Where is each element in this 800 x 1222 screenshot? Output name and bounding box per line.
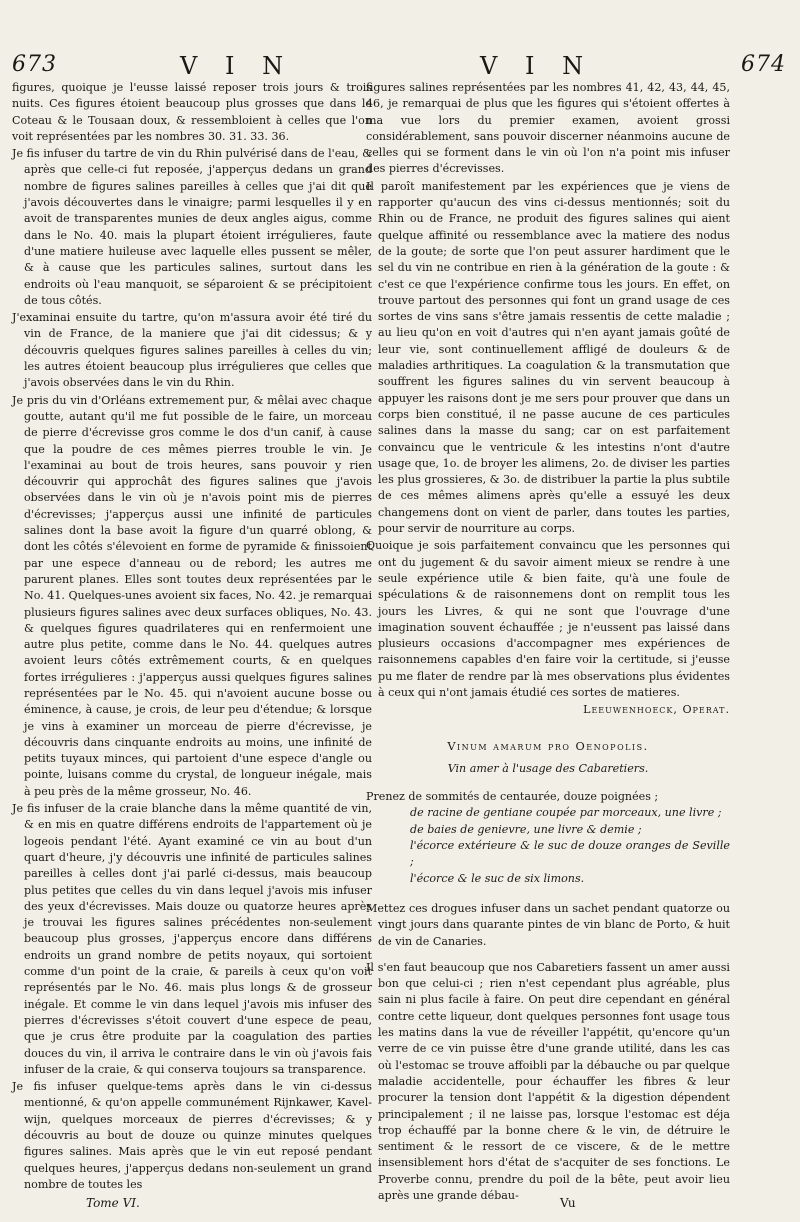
left-paragraph: Je fis infuser quelque-tems après dans le vin ci-dessus mentionné, & qu'on appelle communément Rijnkawer, Kavel-wijn, quelques morceaux de pierres d'écrevisses; & y découvris au bout de douze ou quinze minutes quelques figures salines. Mais après que le vin eut reposé pendant quelques heures, j'apperçus dedans non-seulement un grand nombre de toutes les — [12, 1080, 372, 1191]
section-subtitle: Vin amer à l'usage des Cabaretiers. — [447, 761, 649, 775]
right-page-number: 674 — [741, 52, 786, 77]
right-running-title: V I N — [480, 52, 594, 80]
recipe-line: de racine de gentiane coupée par morceaux, une livre ; — [410, 806, 722, 820]
page-footer — [0, 1196, 800, 1220]
recipe-line: Prenez de sommités de centaurée, douze poignées ; — [366, 790, 659, 804]
left-paragraph: Je pris du vin d'Orléans extremement pur, & mêlai avec chaque goutte, autant qu'il me fut possible de le faire, un morceau de pierre d'écrevisse gros comme le dos d'un canif, à cause que la poudre de ces mêmes pierres trouble le vin. Je l'examinai au bout de trois heures, sans pouvoir y rien découvrir qui approchât des figures salines que j'avois observées dans le vin où je n'avois point mis de pierres d'écrevisses; j'apperçus aussi une infinité de particules salines dont la base avoit la figure d'un quarré oblong, & dont les côtés s'élevoient en forme de pyramide & finissoient par une espece d'anneau ou de rebord; les autres me parurent planes. Elles sont toutes deux représentées par le No. 41. Quelques-unes avoient six faces, No. 42. je remarquai plusieurs figures salines avec deux surfaces obliques, No. 43. & quelques figures quadrilateres qui en renfermoient une autre plus petite, comme dans le No. 44. quelques autres avoient leurs côtés extrêmement courts, & en quelques fortes irrégulieres : j'apperçus aussi quelques figures salines représentées par le No. 45. qui n'avoient aucune bosse ou éminence, à cause, je crois, de leur peu d'étendue; & lorsque je vins à examiner un morceau de pierre d'écrevisse, je découvris dans cinquante endroits au moins, une infinité de petits tuyaux minces, qui partoient d'une espece d'angle ou pointe, luisans comme du crystal, de longueur inégale, mais à peu près de la même grosseur, No. 46. — [12, 393, 372, 798]
left-page-number: 673 — [12, 52, 57, 77]
section-title: Vinum amarum pro Oenopolis. — [447, 739, 649, 753]
left-column — [12, 80, 372, 1194]
author-signature: Leeuwenhoeck, Operat. — [583, 703, 730, 717]
right-column — [366, 80, 730, 1205]
right-paragraph: figures salines représentées par les nombres 41, 42, 43, 44, 45, 46, je remarquai de plus que les figures qui s'étoient offertes à ma vue lors du premier examen, avoient grossi considérablement, sans pouvoir discerner néanmoins aucune de celles qui se forment dans le vin où l'on n'a point mis infuser des pierres d'écrevisses. — [366, 81, 730, 176]
recipe-list — [366, 789, 730, 887]
left-running-title: V I N — [180, 52, 294, 80]
left-paragraph: Je fis infuser de la craie blanche dans la même quantité de vin, & en mis en quatre différens endroits de l'appartement où je logeois pendant l'été. Ayant examiné ce vin au bout d'un quart d'heure, j'y découvris une infinité de particules salines pareilles à celles dont j'ai parlé ci-dessus, mais beaucoup plus petites que celles du vin dans lequel j'avois mis infuser des yeux d'écrevisses. Mais douze ou quatorze heures après je trouvai les figures salines précédentes non-seulement beaucoup plus grosses, j'apperçus encore dans différens endroits un grand nombre de petits noyaux, qui sortoient comme d'un point de la craie, & pareils à ceux qu'on voit représentés par le No. 46. mais plus longs & de grosseur inégale. Et comme le vin dans lequel j'avois mis infuser des pierres d'écrevisses s'étoit couvert d'une espece de peau, que je crus être produite par la coagulation des parties douces du vin, il arriva le contraire dans le vin où j'avois fais infuser de la craie, & qui conserva toujours sa transparence. — [12, 802, 372, 1076]
left-paragraph: figures, quoique je l'eusse laissé reposer trois jours & trois nuits. Ces figures étoient beaucoup plus grosses que dans le Coteau & le Tousaan doux, & ressembloient à celles que l'on voit représentées par les nombres 30. 31. 33. 36. — [12, 81, 372, 143]
right-paragraph: Il s'en faut beaucoup que nos Cabaretiers fassent un amer aussi bon que celui-ci ; rien n'est cependant plus agréable, plus sain ni plus facile à faire. On peut dire cependant en général contre cette liqueur, dont quelques personnes font usage tous les matins dans la vue de réveiller l'appétit, qu'encore qu'un verre de ce vin puisse être d'une grande utilité, dans les cas où l'estomac se trouve affoibli par la débauche ou par quelque maladie accidentelle, pour échauffer les fibres & leur procurer la tension dont l'appétit & la digestion dépendent principalement ; il ne laisse pas, lorsque l'estomac est déja trop échauffé par la bonne chere & le vin, de détruire le sentiment & le ressort de ce viscere, & de le mettre insensiblement hors d'état de s'acquiter de ses fonctions. Le Proverbe connu, prendre du poil de la bête, peut avoir lieu après une grande débau- — [366, 960, 730, 1202]
right-paragraph: Quoique je sois parfaitement convaincu que les personnes qui ont du jugement & du savoir aiment mieux se rendre à une seule expérience utile & bien faite, qu'à une foule de spéculations & de raisonnemens dont on remplit tous les jours les Livres, & qui ne sont que l'ouvrage d'une imagination souvent échauffée ; je n'eussent pas laissé dans plusieurs occasions d'accompagner mes expériences de raisonnemens capables d'en faire voir la certitude, si j'eusse pu me flater de rendre par là mes observations plus évidentes à ceux qui n'ont jamais étudié ces sortes de matieres. — [366, 539, 730, 699]
recipe-line: de baies de genievre, une livre & demie ; — [410, 822, 642, 836]
recipe-line: l'écorce & le suc de six limons. — [410, 871, 585, 885]
recipe-line: l'écorce extérieure & le suc de douze oranges de Seville ; — [410, 839, 730, 869]
tome-label: Tome VI. — [86, 1196, 140, 1210]
right-paragraph: Mettez ces drogues infuser dans un sachet pendant quatorze ou vingt jours dans quarante pintes de vin blanc de Porto, & huit de vin de Canaries. — [366, 901, 730, 948]
left-paragraph: Je fis infuser du tartre de vin du Rhin pulvérisé dans de l'eau, & après que celle-ci fut reposée, j'apperçus dedans un grand nombre de figures salines pareilles à celles que j'ai dit que j'avois découvertes dans le vinaigre; parmi lesquelles il y en avoit de transparentes munies de deux angles aigus, comme dans le No. 40. mais la plupart étoient irrégulieres, faute d'une matiere huileuse avec laquelle elles pussent se mêler, & à cause que les particules salines, surtout dans les endroits où l'eau manquoit, se séparoient & se précipitoient de tous côtés. — [12, 147, 372, 307]
left-paragraph: J'examinai ensuite du tartre, qu'on m'assura avoir été tiré du vin de France, de la maniere que j'ai dit cidessus; & y découvris quelques figures salines pareilles à celles du vin; les autres étoient beaucoup plus irrégulieres que celles que j'avois observées dans le vin du Rhin. — [12, 311, 372, 390]
right-paragraph: Il paroît manifestement par les expériences que je viens de rapporter qu'aucun des vins ci-dessus mentionnés; soit du Rhin ou de France, ne produit des figures salines qui aient quelque affinité ou ressemblance avec la matiere des nodus de la goute; de sorte que l'on peut assurer hardiment que le sel du vin ne contribue en rien à la génération de la goute : & c'est ce que l'expérience confirme tous les jours. En effet, on trouve partout des personnes qui font un grand usage de ces sortes de vins sans s'être jamais ressentis de cette maladie ; au lieu qu'on en voit d'autres qui n'en ayant jamais goûté de leur vie, sont continuellement affligé de douleurs & de maladies arthritiques. La coagulation & la transmutation que souffrent les figures salines du vin servent beaucoup à appuyer les raisons dont je me sers pour prouver que dans un corps bien constitué, il ne passe aucune de ces particules salines dans la masse du sang; car on est parfaitement convaincu que le ventricule & les intestins n'ont d'autre usage que, 1o. de broyer les alimens, 2o. de diviser les parties les plus grossieres, & 3o. de distribuer la partie la plus subtile de ces mêmes alimens après qu'elle a essuyé les deux changemens dont on vient de parler, dans toutes les parties, pour servir de nourriture au corps. — [366, 179, 730, 536]
signature-mark: Vu — [560, 1196, 576, 1210]
